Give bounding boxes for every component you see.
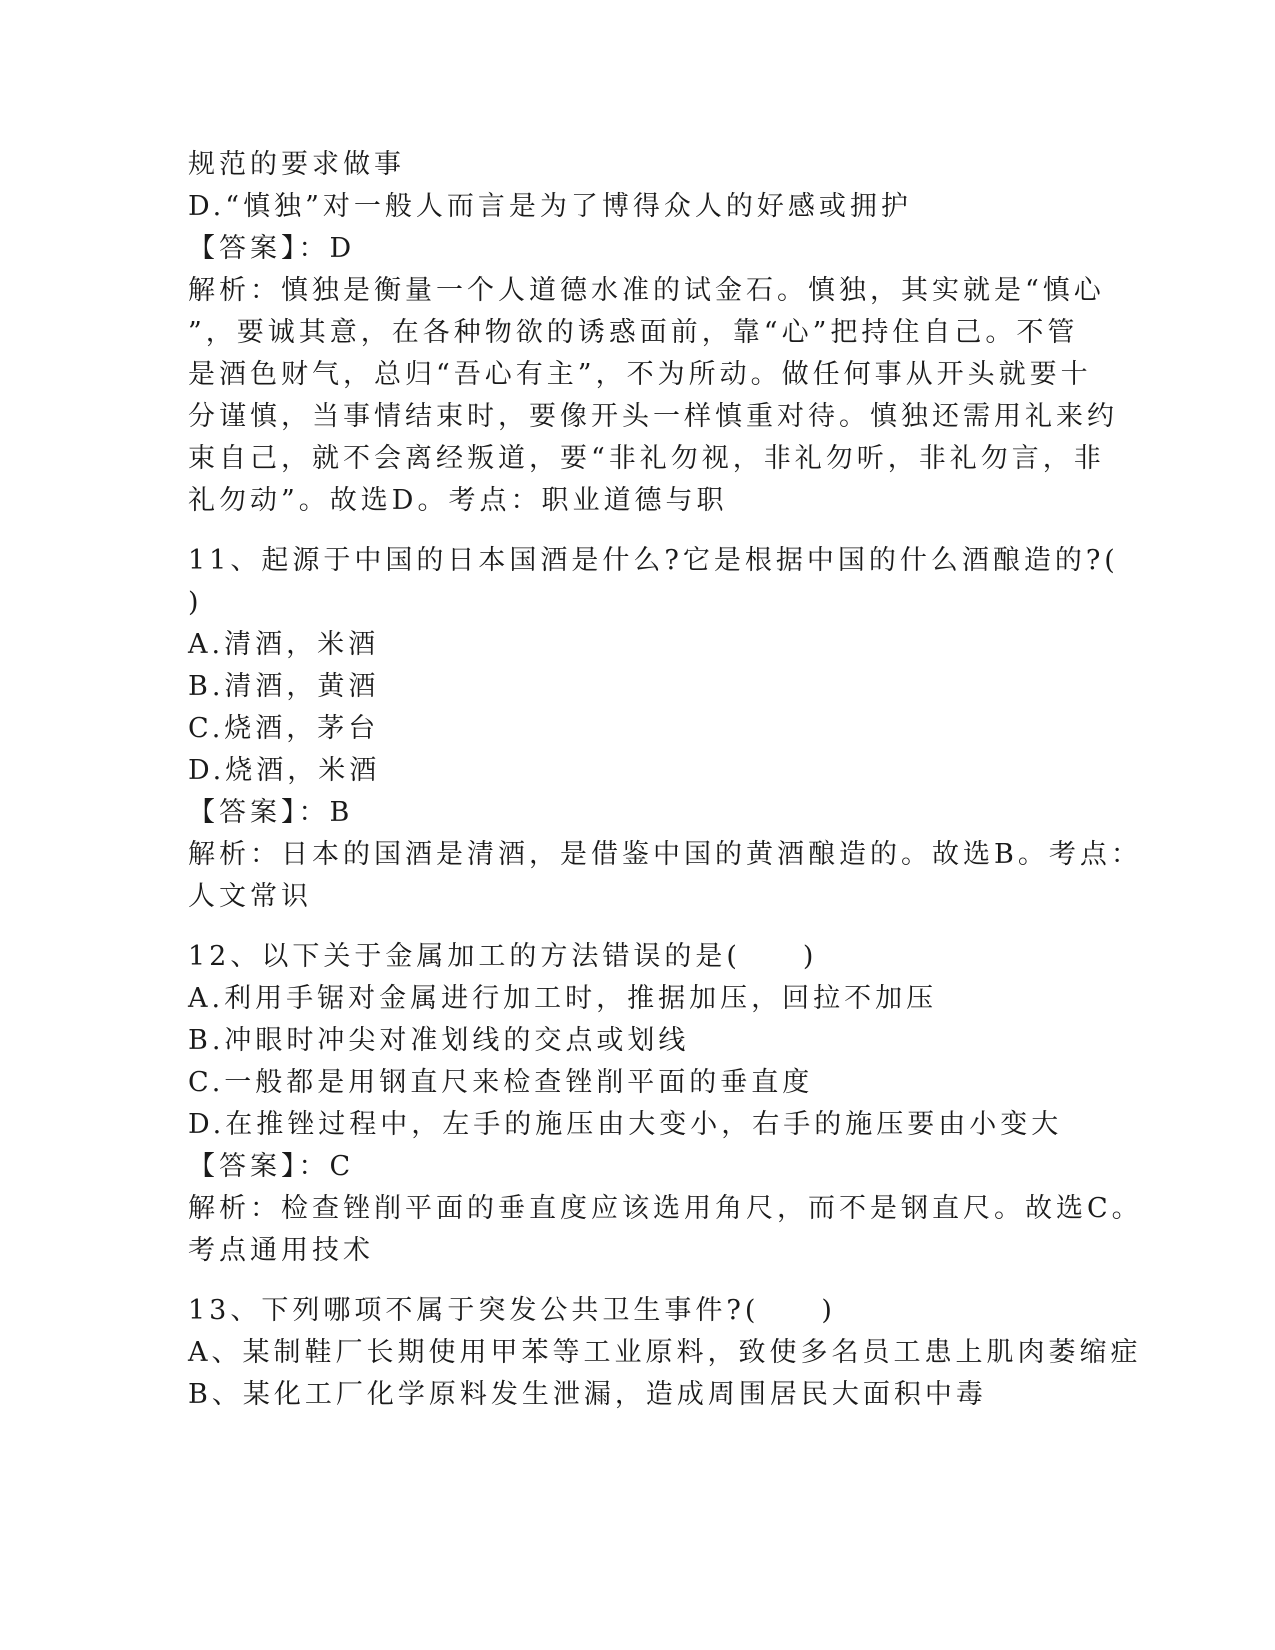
question-11-block — [188, 540, 1142, 918]
question-13-option-b: B、某化工厂化学原料发生泄漏，造成周围居民大面积中毒 — [188, 1379, 987, 1410]
question-12-option-d: D.在推锉过程中，左手的施压由大变小，右手的施压要由小变大 — [188, 1109, 1063, 1140]
spacer — [188, 918, 1088, 936]
question-11-option-b: B.清酒，黄酒 — [188, 671, 380, 702]
prev-answer: 【答案】：D — [188, 233, 356, 264]
question-13-block — [188, 1290, 1142, 1416]
question-11-text-cont: ) — [188, 587, 203, 618]
question-12-option-c: C.一般都是用钢直尺来检查锉削平面的垂直度 — [188, 1067, 814, 1098]
prev-question-block — [188, 144, 1118, 522]
prev-analysis-line: 解析：慎独是衡量一个人道德水准的试金石。慎独，其实就是“慎心 — [188, 275, 1105, 306]
prev-option-c-continuation: 规范的要求做事 — [188, 149, 405, 180]
prev-analysis-line: ”，要诚其意，在各种物欲的诱惑面前，靠“心”把持住自己。不管 — [188, 317, 1079, 348]
question-11-analysis: 解析：日本的国酒是清酒，是借鉴中国的黄酒酿造的。故选B。考点： — [188, 839, 1142, 870]
question-12-analysis: 考点通用技术 — [188, 1235, 374, 1266]
question-11-option-c: C.烧酒，茅台 — [188, 713, 380, 744]
question-12-analysis: 解析：检查锉削平面的垂直度应该选用角尺，而不是钢直尺。故选C。 — [188, 1193, 1143, 1224]
prev-analysis-line: 束自己，就不会离经叛道，要“非礼勿视，非礼勿听，非礼勿言，非 — [188, 443, 1105, 474]
question-12-text: 12、以下关于金属加工的方法错误的是( ) — [188, 941, 818, 972]
prev-analysis-line: 是酒色财气，总归“吾心有主”，不为所动。做任何事从开头就要十 — [188, 359, 1092, 390]
prev-analysis-line: 分谨慎，当事情结束时，要像开头一样慎重对待。慎独还需用礼来约 — [188, 401, 1118, 432]
spacer — [188, 1272, 1088, 1290]
document-content — [188, 144, 1143, 1416]
question-12-answer: 【答案】：C — [188, 1151, 355, 1182]
question-11-analysis: 人文常识 — [188, 881, 312, 912]
question-13-option-a: A、某制鞋厂长期使用甲苯等工业原料，致使多名员工患上肌肉萎缩症 — [188, 1337, 1142, 1368]
question-11-option-d: D.烧酒，米酒 — [188, 755, 381, 786]
question-11-text: 11、起源于中国的日本国酒是什么?它是根据中国的什么酒酿造的?( — [188, 545, 1119, 576]
question-12-option-b: B.冲眼时冲尖对准划线的交点或划线 — [188, 1025, 690, 1056]
question-12-option-a: A.利用手锯对金属进行加工时，推据加压，回拉不加压 — [188, 983, 938, 1014]
question-11-option-a: A.清酒，米酒 — [188, 629, 380, 660]
prev-option-d: D.“慎独”对一般人而言是为了博得众人的好感或拥护 — [188, 191, 912, 222]
prev-analysis-line: 礼勿动”。故选D。考点：职业道德与职 — [188, 485, 728, 516]
question-13-text: 13、下列哪项不属于突发公共卫生事件?( ) — [188, 1295, 836, 1326]
spacer — [188, 522, 1088, 540]
question-11-answer: 【答案】：B — [188, 797, 354, 828]
question-12-block — [188, 936, 1143, 1272]
